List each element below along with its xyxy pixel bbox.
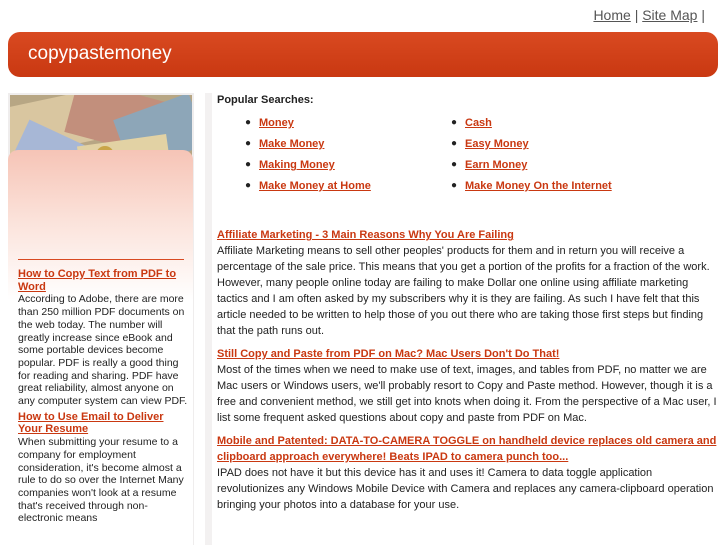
article-title-link[interactable]: Affiliate Marketing - 3 Main Reasons Why You Are Failing [217, 229, 514, 241]
popular-searches-list [217, 114, 722, 204]
main-articles [217, 227, 717, 520]
popular-search-link[interactable]: Money [259, 117, 294, 129]
article-body: Affiliate Marketing means to sell other peoples' products for them and in return you will receive a percentage of the sale price. This means that you get a portion of the profits for a fraction of the work. However, many people online today are failing to make Dollar one online using affiliate marketing tactics and I am often asked by my subscribers why it is they are failing. As such I have felt that this article needed to be written to help those of you out there who are taking those first steps but finding that the path runs out. [217, 245, 710, 337]
bullet-icon: ● [245, 159, 252, 170]
sidebar-article-body: According to Adobe, there are more than 250 million PDF documents on the web today. The number will greatly increase since eBook and some portable devices become popular. PDF is really a good thing for reading and sharing. PDF have great reliability, almost anyone on any computer system can view PDF. [18, 293, 188, 408]
list-item [451, 117, 492, 129]
popular-search-link[interactable]: Earn Money [465, 159, 528, 171]
bullet-icon: ● [451, 117, 458, 128]
nav-separator: | [634, 7, 639, 23]
side-divider [18, 259, 184, 260]
list-item [245, 159, 335, 171]
popular-search-link[interactable]: Make Money [259, 138, 325, 150]
bullet-icon: ● [451, 138, 458, 149]
sidebar-article-body: When submitting your resume to a company for employment consideration, it's become almost a rule to do so over the Internet Many companies won't look at a resume that's received through non-electronic means [18, 436, 184, 525]
header-banner [8, 32, 718, 77]
sidebar-article [18, 411, 188, 525]
article-title-link[interactable]: Still Copy and Paste from PDF on Mac? Mac Users Don't Do That! [217, 348, 560, 360]
popular-search-link[interactable]: Make Money at Home [259, 180, 371, 192]
bullet-icon: ● [245, 117, 252, 128]
bullet-icon: ● [245, 138, 252, 149]
bullet-icon: ● [451, 180, 458, 191]
popular-search-link[interactable]: Making Money [259, 159, 335, 171]
list-item [245, 138, 325, 150]
home-link[interactable]: Home [593, 7, 631, 23]
nav-separator-end: | [701, 7, 705, 23]
list-item [451, 138, 529, 150]
bullet-icon: ● [245, 180, 252, 191]
site-title[interactable]: copypastemoney [28, 43, 172, 64]
main-article [217, 346, 717, 426]
main-article [217, 227, 717, 339]
sidebar-article-link[interactable]: How to Copy Text from PDF to Word [18, 268, 177, 293]
list-item [451, 180, 612, 192]
top-nav [593, 7, 705, 23]
list-item [245, 117, 294, 129]
article-body: Most of the times when we need to make use of text, images, and tables from PDF, no matter we are Mac users or Windows users, we'll probably resort to Copy and Paste method. However, though it is a free and convenient method, we still get into knots when doing it. From the perspective of a Mac user, I list some frequent asked questions about copy and paste from PDF on Mac. [217, 364, 717, 424]
popular-search-link[interactable]: Easy Money [465, 138, 529, 150]
bullet-icon: ● [451, 159, 458, 170]
sidebar-articles [18, 268, 188, 528]
column-divider [205, 93, 212, 545]
article-body: IPAD does not have it but this device has it and uses it! Camera to data toggle application revolutionizes any Windows Mobile Device with Camera and replaces any camera-clipboard operation bringing your photos into a database for your use. [217, 467, 714, 511]
main-article [217, 433, 717, 513]
popular-search-link[interactable]: Make Money On the Internet [465, 180, 612, 192]
sidebar-article-link[interactable]: How to Use Email to Deliver Your Resume [18, 410, 164, 436]
popular-search-link[interactable]: Cash [465, 117, 492, 129]
list-item [245, 180, 371, 192]
article-title-link[interactable]: Mobile and Patented: DATA-TO-CAMERA TOGGLE on handheld device replaces old camera and clipboard approach everywhere! Beats IPAD to camera punch too... [217, 435, 717, 463]
sidebar-article [18, 268, 188, 408]
popular-searches-heading: Popular Searches: [217, 94, 314, 106]
sitemap-link[interactable]: Site Map [642, 7, 698, 23]
list-item [451, 159, 528, 171]
main-content [217, 94, 722, 511]
